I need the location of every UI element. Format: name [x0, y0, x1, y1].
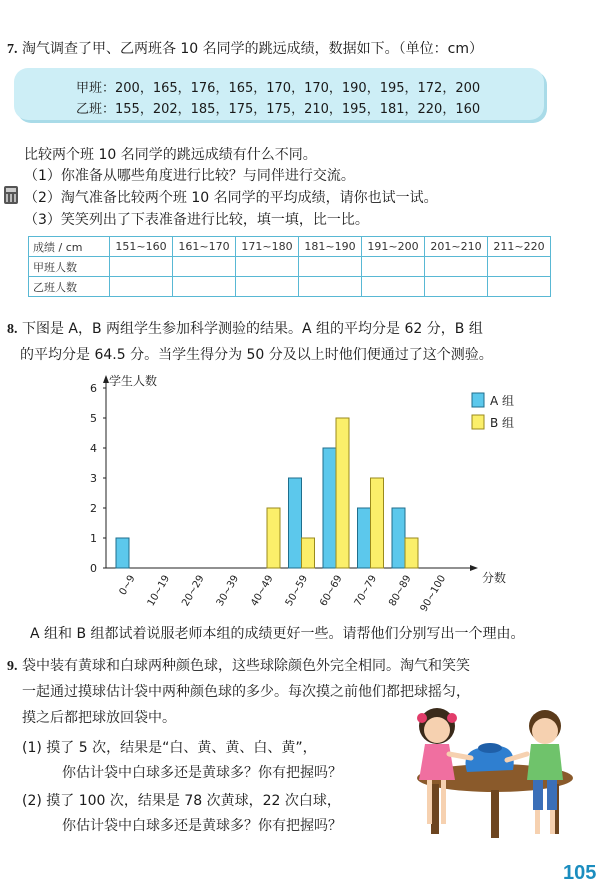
- q9-sub1a: (1) 摸了 5 次，结果是“白、黄、黄、白、黄”，: [22, 740, 317, 756]
- blank-cell[interactable]: [299, 277, 362, 297]
- x-tick-label: 50~59: [283, 573, 311, 609]
- blank-cell[interactable]: [425, 277, 488, 297]
- bar-b: [302, 538, 315, 568]
- blank-cell[interactable]: [110, 257, 173, 277]
- y-tick-label: 4: [90, 442, 97, 455]
- children-illustration: [395, 700, 595, 850]
- bar-a: [289, 478, 302, 568]
- range-cell: 151~160: [110, 237, 173, 257]
- x-tick-label: 20~29: [180, 573, 207, 609]
- x-tick-label: 10~19: [145, 573, 173, 609]
- bar-a: [358, 508, 371, 568]
- y-tick-label: 6: [90, 382, 97, 395]
- calculator-icon: [4, 186, 18, 204]
- q9-text-3: 摸之后都把球放回袋中。: [22, 710, 176, 726]
- blank-cell[interactable]: [488, 277, 551, 297]
- blank-cell[interactable]: [488, 257, 551, 277]
- blank-cell[interactable]: [110, 277, 173, 297]
- q8-closing: A 组和 B 组都试着说服老师本组的成绩更好一些。请帮他们分别写出一个理由。: [30, 626, 525, 642]
- blank-cell[interactable]: [173, 277, 236, 297]
- q8-text-1: 下图是 A，B 两组学生参加科学测验的结果。A 组的平均分是 62 分，B 组: [21, 321, 483, 337]
- row-label: 乙班人数: [29, 277, 110, 297]
- blank-cell[interactable]: [236, 277, 299, 297]
- range-cell: 211~220: [488, 237, 551, 257]
- legend-swatch-b: [472, 415, 484, 429]
- q9-sub2b: 你估计袋中白球多还是黄球多？你有把握吗？: [62, 818, 342, 834]
- y-tick-label: 0: [90, 562, 97, 575]
- q9-text-1: 袋中装有黄球和白球两种颜色球，这些球除颜色外完全相同。淘气和笑笑: [21, 658, 470, 674]
- range-cell: 201~210: [425, 237, 488, 257]
- x-tick-label: 70~79: [352, 573, 380, 609]
- range-cell: 181~190: [299, 237, 362, 257]
- x-tick-label: 80~89: [387, 573, 414, 609]
- score-table: [28, 236, 551, 297]
- blank-cell[interactable]: [362, 277, 425, 297]
- row-label: 甲班人数: [29, 257, 110, 277]
- q7-sub3: （3）笑笑列出了下表准备进行比较，填一填，比一比。: [24, 212, 369, 228]
- x-tick-label: 40~49: [249, 573, 276, 609]
- bar-a: [323, 448, 336, 568]
- q8-text-2: 的平均分是 64.5 分。当学生得分为 50 分及以上时他们便通过了这个测验。: [20, 347, 493, 363]
- data-panel: [14, 68, 544, 120]
- y-tick-label: 5: [90, 412, 97, 425]
- table-header-label: 成绩 / cm: [29, 237, 110, 257]
- q7-number: 7.: [7, 42, 18, 57]
- range-cell: 171~180: [236, 237, 299, 257]
- q7-line: [7, 38, 483, 58]
- q7-sub1: （1）你准备从哪些角度进行比较？与同伴进行交流。: [24, 168, 355, 184]
- table-row-class-b: [29, 277, 551, 297]
- q7-sub2: （2）淘气准备比较两个班 10 名同学的平均成绩，请你也试一试。: [24, 190, 438, 206]
- x-tick-label: 0~9: [117, 573, 138, 598]
- blank-cell[interactable]: [362, 257, 425, 277]
- blank-cell[interactable]: [173, 257, 236, 277]
- q7-prompt: 比较两个班 10 名同学的跳远成绩有什么不同。: [24, 147, 317, 163]
- blank-cell[interactable]: [425, 257, 488, 277]
- y-axis-label: 学生人数: [109, 374, 158, 388]
- table-header-row: [29, 237, 551, 257]
- x-tick-label: 30~39: [214, 573, 242, 609]
- legend-label-a: A 组: [490, 394, 515, 408]
- q8-line1: [7, 318, 483, 338]
- q9-sub1b: 你估计袋中白球多还是黄球多？你有把握吗？: [62, 765, 342, 781]
- bar-b: [371, 478, 384, 568]
- y-tick-label: 2: [90, 502, 97, 515]
- x-axis-arrow: [470, 565, 478, 571]
- q9-sub2a: (2) 摸了 100 次，结果是 78 次黄球，22 次白球，: [22, 793, 341, 809]
- table-row-class-a: [29, 257, 551, 277]
- y-tick-label: 1: [90, 532, 97, 545]
- bar-a: [392, 508, 405, 568]
- range-cell: 191~200: [362, 237, 425, 257]
- x-tick-label: 60~69: [318, 573, 345, 609]
- q9-line1: [7, 655, 470, 675]
- blank-cell[interactable]: [236, 257, 299, 277]
- blank-cell[interactable]: [299, 257, 362, 277]
- page-number: 105: [563, 862, 597, 884]
- bar-b: [267, 508, 280, 568]
- class-a-data: 甲班：200，165，176，165，170，170，190，195，172，200: [76, 81, 481, 96]
- bar-chart: [0, 365, 600, 620]
- bar-b: [336, 418, 349, 568]
- x-tick-label: 90~100: [418, 573, 449, 614]
- legend-swatch-a: [472, 393, 484, 407]
- bar-a: [116, 538, 129, 568]
- class-b-data: 乙班：155，202，185，175，175，210，195，181，220，160: [76, 102, 481, 117]
- y-tick-label: 3: [90, 472, 97, 485]
- bar-b: [405, 538, 418, 568]
- legend-label-b: B 组: [490, 416, 515, 430]
- x-axis-label: 分数: [482, 571, 507, 585]
- range-cell: 161~170: [173, 237, 236, 257]
- q8-number: 8.: [7, 322, 18, 337]
- q7-text: 淘气调查了甲、乙两班各 10 名同学的跳远成绩，数据如下。（单位：cm）: [21, 41, 484, 57]
- q9-number: 9.: [7, 659, 18, 674]
- q9-text-2: 一起通过摸球估计袋中两种颜色球的多少。每次摸之前他们都把球摇匀，: [22, 684, 470, 700]
